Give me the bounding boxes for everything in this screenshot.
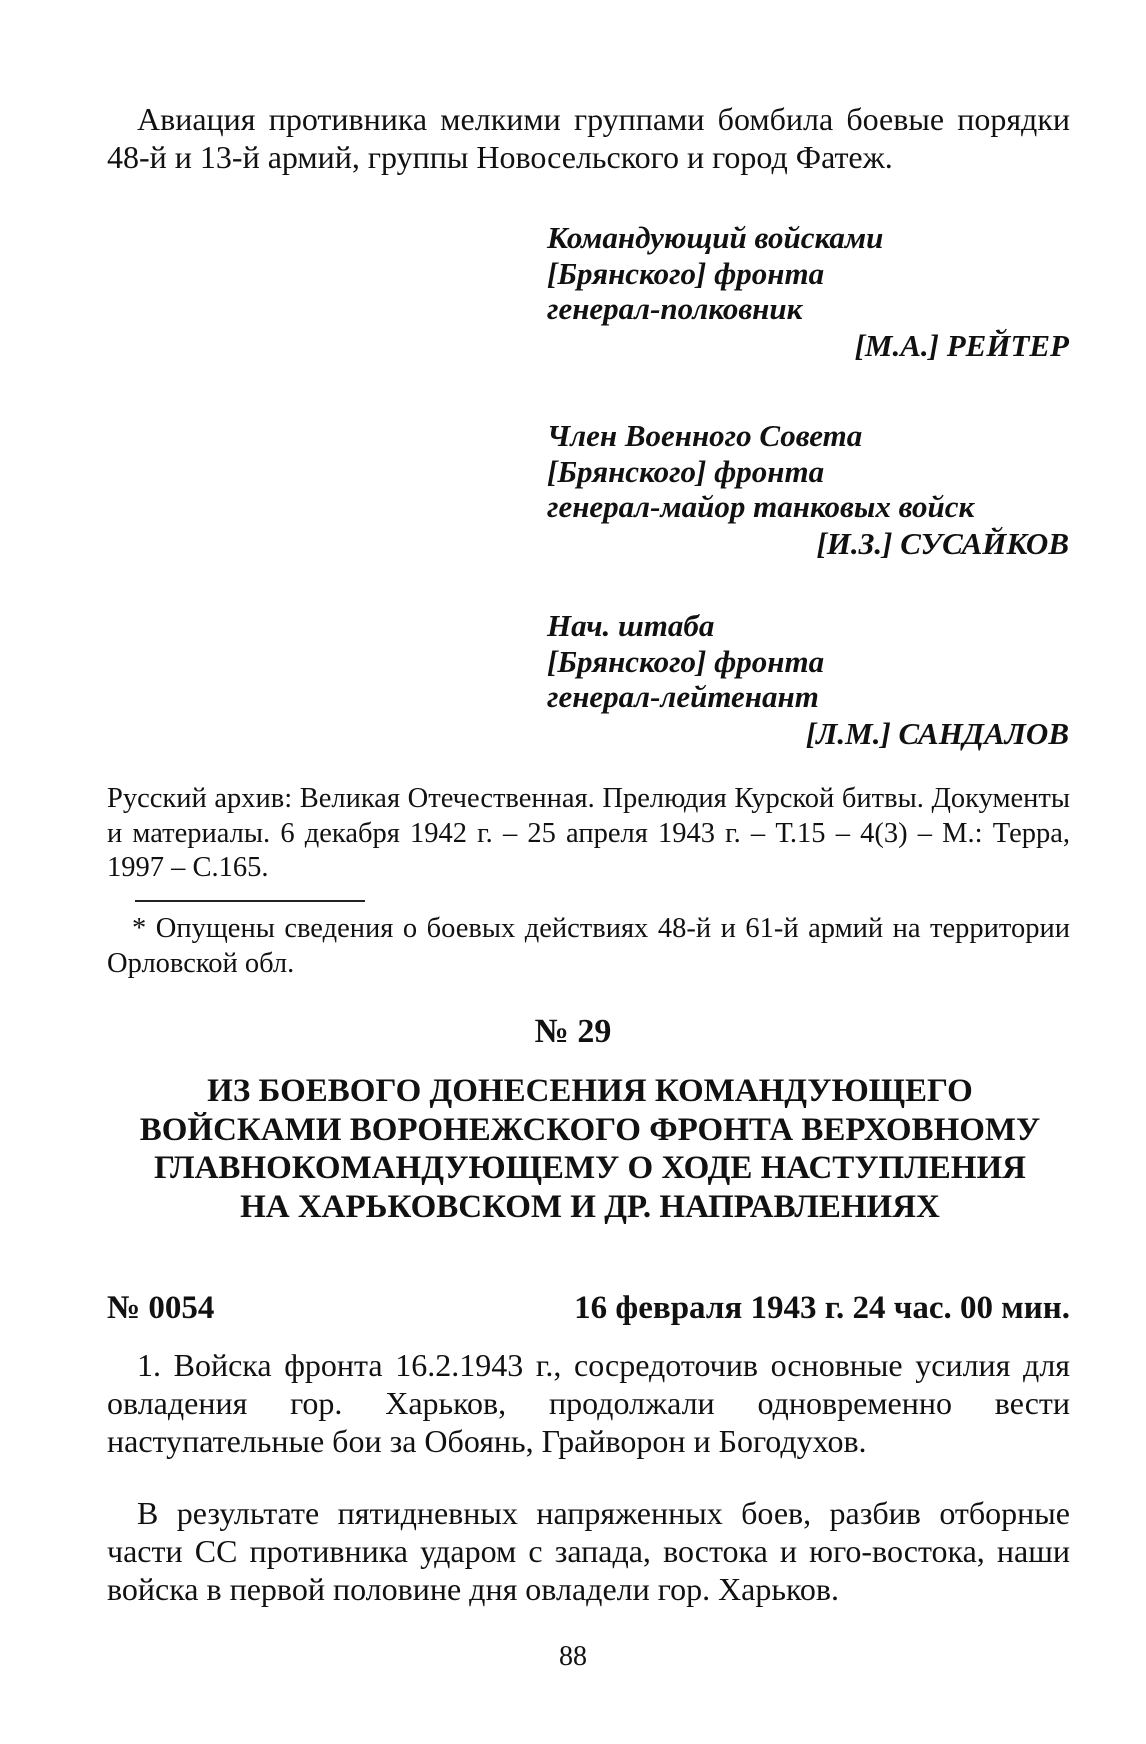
signature-name: [И.З.] СУСАЙКОВ xyxy=(816,525,1069,561)
signature-line: Командующий войсками xyxy=(547,220,884,255)
signature-block-council-member xyxy=(547,418,1077,563)
intro-paragraph: Авиация противника мелкими группами бомбила боевые порядки 48-й и 13-й армий, группы Новосельского и город Фатеж. xyxy=(107,101,1070,175)
signature-line: генерал-майор танковых войск xyxy=(547,489,975,525)
report-number: № 0054 xyxy=(107,1290,215,1326)
signature-name: [М.А.] РЕЙТЕР xyxy=(854,327,1069,363)
source-citation: Русский архив: Великая Отечественная. Прелюдия Курской битвы. Документы и материалы. 6 декабря 1942 г. – 25 апреля 1943 г. – Т.15 – 4(3) – М.: Терра, 1997 – С.165. xyxy=(107,783,1070,883)
signature-line: [Брянского] фронта xyxy=(547,453,825,489)
footnote-block xyxy=(107,912,1070,981)
signature-line: генерал-лейтенант xyxy=(547,679,819,715)
footnote-divider xyxy=(135,900,365,902)
signature-line: генерал-полковник xyxy=(547,291,803,327)
source-citation-block xyxy=(107,782,1070,886)
page-number: 88 xyxy=(559,1641,587,1672)
body-paragraph: В результате пятидневных напряженных боев, разбив отборные части СС противника ударом с запада, востока и юго-востока, наши войска в первой половине дня овладели гор. Харьков. xyxy=(107,1495,1070,1607)
signature-line: Нач. штаба xyxy=(547,608,715,643)
signature-block-commander xyxy=(547,220,1077,365)
report-datetime: 16 февраля 1943 г. 24 час. 00 мин. xyxy=(574,1290,1070,1326)
footnote: * Опущены сведения о боевых действиях 48-й и 61-й армий на территории Орловской обл. xyxy=(107,913,1070,979)
signature-block-chief-of-staff xyxy=(547,608,1077,753)
signature-line: [Брянского] фронта xyxy=(547,255,825,291)
body-paragraph-2-block xyxy=(107,1494,1070,1608)
body-paragraph: 1. Войска фронта 16.2.1943 г., сосредоточив основные усилия для овладения гор. Харьков, продолжали одновременно вести наступательные бои за Обоянь, Грайворон и Богодухов. xyxy=(107,1347,1070,1459)
intro-paragraph-block xyxy=(107,100,1070,176)
signature-name: [Л.М.] САНДАЛОВ xyxy=(805,715,1069,751)
signature-line: [Брянского] фронта xyxy=(547,643,825,679)
signature-line: Член Военного Совета xyxy=(547,418,863,453)
body-paragraph-1-block xyxy=(107,1346,1070,1460)
document-number: № 29 xyxy=(534,1013,612,1050)
document-title: ИЗ БОЕВОГО ДОНЕСЕНИЯ КОМАНДУЮЩЕГО ВОЙСКАМИ ВОРОНЕЖСКОГО ФРОНТА ВЕРХОВНОМУ ГЛАВНОКОМАНДУЮЩЕМУ О ХОДЕ НАСТУПЛЕНИЯ НА ХАРЬКОВСКОМ И ДР. НАПРАВЛЕНИЯХ xyxy=(139,1073,1041,1225)
